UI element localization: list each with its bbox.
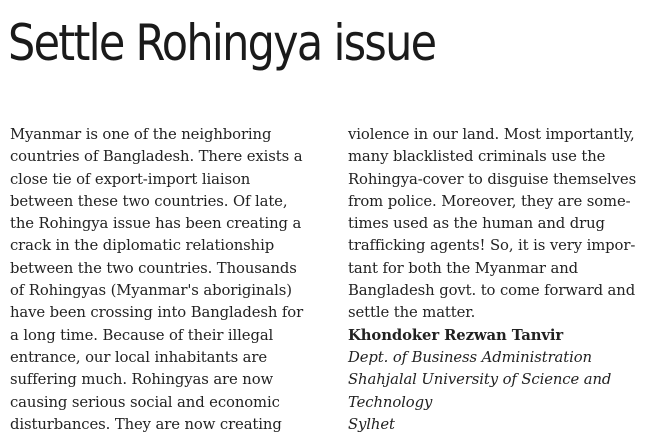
body-line: close tie of export-import liaison — [10, 170, 251, 188]
author-city: Sylhet — [348, 415, 395, 433]
body-line: between the two countries. Thousands — [10, 259, 297, 277]
body-line: the Rohingya issue has been creating a — [10, 215, 302, 233]
article-body-right-column — [348, 124, 658, 436]
body-line: violence in our land. Most importantly, — [348, 126, 635, 143]
author-department: Dept. of Business Administration — [348, 348, 592, 366]
body-line: from police. Moreover, they are some- — [348, 192, 631, 210]
article-body-left-column — [10, 124, 330, 436]
body-line: disturbances. They are now creating — [10, 415, 282, 433]
author-university-continued: Technology — [348, 393, 433, 411]
body-line: suffering much. Rohingyas are now — [10, 371, 274, 389]
body-line: settle the matter. — [348, 304, 476, 322]
author-name: Khondoker Rezwan Tanvir — [348, 326, 564, 344]
body-line: countries of Bangladesh. There exists a — [10, 148, 303, 166]
body-line: times used as the human and drug — [348, 215, 605, 233]
body-line: many blacklisted criminals use the — [348, 148, 606, 166]
body-line: Myanmar is one of the neighboring — [10, 126, 272, 143]
body-line: have been crossing into Bangladesh for — [10, 304, 304, 322]
body-line: between these two countries. Of late, — [10, 192, 288, 210]
article-headline: Settle Rohingya issue — [8, 14, 436, 72]
author-university: Shahjalal University of Science and — [348, 371, 612, 389]
body-line: a long time. Because of their illegal — [10, 326, 274, 344]
body-line: trafficking agents! So, it is very impor- — [348, 237, 636, 255]
body-line: causing serious social and economic — [10, 393, 280, 411]
body-line: entrance, our local inhabitants are — [10, 348, 268, 366]
body-line: tant for both the Myanmar and — [348, 259, 579, 277]
body-line: Rohingya-cover to disguise themselves — [348, 170, 637, 188]
body-line: Bangladesh govt. to come forward and — [348, 282, 636, 300]
body-line: of Rohingyas (Myanmar's aboriginals) — [10, 282, 292, 300]
body-line: crack in the diplomatic relationship — [10, 237, 275, 255]
